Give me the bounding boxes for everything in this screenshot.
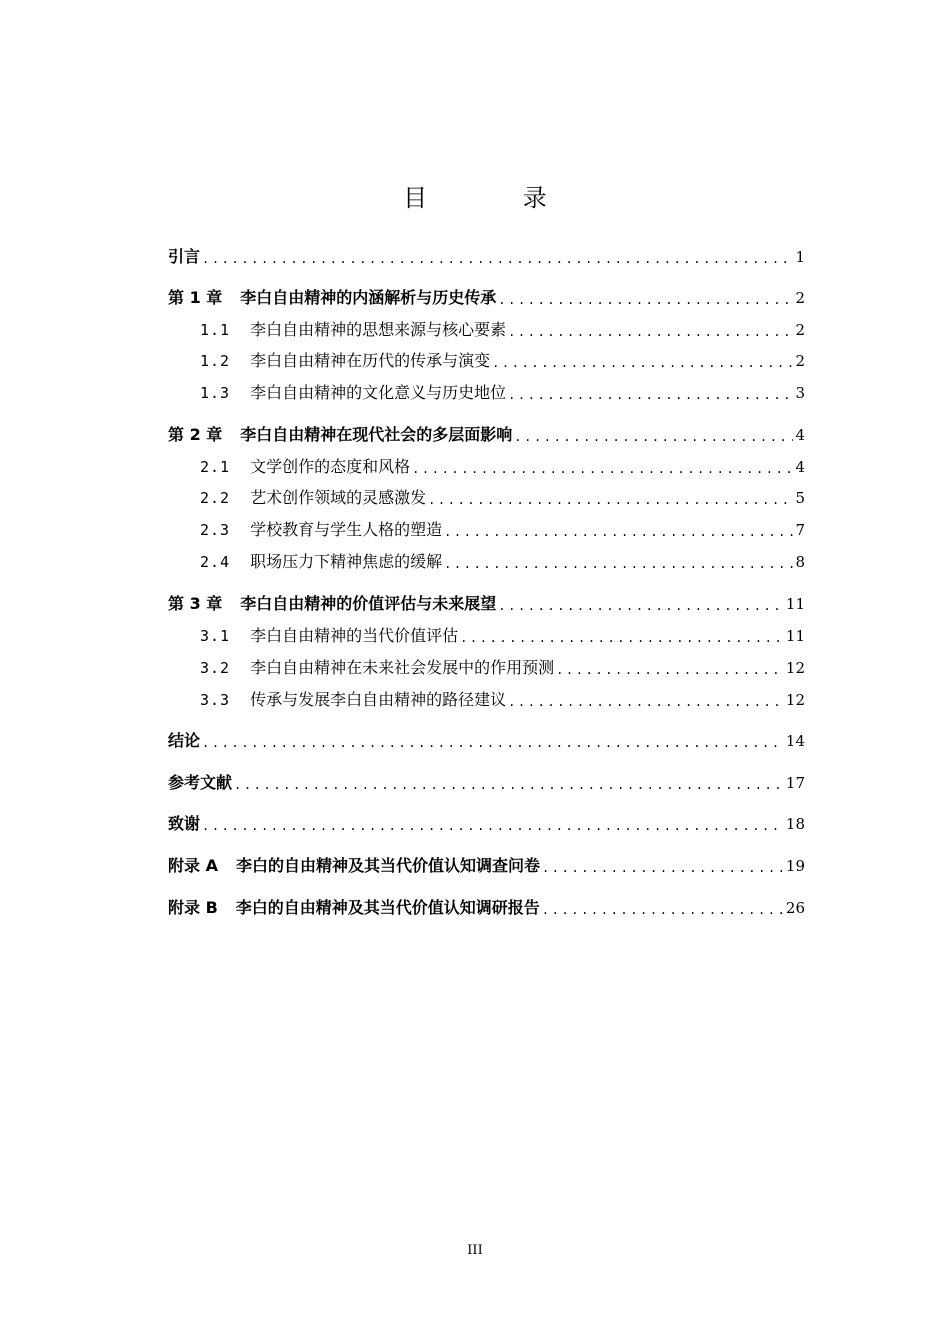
toc-subentry[interactable] xyxy=(200,654,805,682)
dot-leader xyxy=(508,383,793,407)
toc-entry-number: 1.3 xyxy=(200,384,231,402)
toc-subentry[interactable] xyxy=(200,548,805,576)
dot-leader xyxy=(460,626,784,650)
toc-entry-title: 职场压力下精神焦虑的缓解 xyxy=(250,552,443,571)
toc-entry-title: 李白的自由精神及其当代价值认知调研报告 xyxy=(235,898,540,917)
dot-leader xyxy=(508,320,793,344)
toc-page-number: 17 xyxy=(785,774,805,792)
toc-entry-number: 2.1 xyxy=(200,458,231,476)
toc-subentry[interactable] xyxy=(200,316,805,344)
toc-entry-number: 2.4 xyxy=(200,553,231,571)
toc-entry-number: 1.1 xyxy=(200,321,231,339)
toc-title: 目 录 xyxy=(403,184,591,212)
toc-entry-number: 3.3 xyxy=(200,691,231,709)
toc-entry[interactable] xyxy=(168,421,805,449)
toc-entry-title: 引言 xyxy=(168,247,201,266)
toc-entry-label xyxy=(200,316,506,344)
toc-subentry[interactable] xyxy=(200,686,805,714)
toc-entry-title: 致谢 xyxy=(168,814,201,833)
toc-entry-number: 附录 B xyxy=(168,898,218,917)
toc-entry[interactable] xyxy=(168,769,805,797)
toc-entry-title: 李白自由精神的思想来源与核心要素 xyxy=(250,320,507,339)
toc-page-number: 14 xyxy=(785,732,805,750)
dot-leader xyxy=(202,731,784,755)
toc-entry-number: 第 1 章 xyxy=(168,288,223,307)
toc-entry-label xyxy=(200,548,442,576)
toc-entry-title: 李白自由精神在现代社会的多层面影响 xyxy=(240,425,513,444)
toc-page-number: 2 xyxy=(795,289,805,307)
toc-page-number: 12 xyxy=(785,659,805,677)
toc-entry-number: 第 2 章 xyxy=(168,425,223,444)
toc-entry[interactable] xyxy=(168,243,805,271)
toc-entry-label xyxy=(200,379,506,407)
toc-entry-title: 李白自由精神的内涵解析与历史传承 xyxy=(240,288,497,307)
toc-entry-title: 李白自由精神的当代价值评估 xyxy=(250,626,459,645)
toc-entry-title: 传承与发展李白自由精神的路径建议 xyxy=(250,690,507,709)
toc-entry-title: 学校教育与学生人格的塑造 xyxy=(250,520,443,539)
toc-entry-number: 2.3 xyxy=(200,521,231,539)
toc-entry-number: 附录 A xyxy=(168,856,218,875)
page-number: III xyxy=(467,1243,483,1258)
toc-entry-label xyxy=(200,622,458,650)
toc-entry-label xyxy=(168,284,496,312)
toc-entry-number: 3.2 xyxy=(200,659,231,677)
toc-entry-number: 1.2 xyxy=(200,352,231,370)
toc-page-number: 11 xyxy=(785,627,805,645)
toc-subentry[interactable] xyxy=(200,622,805,650)
toc-subentry[interactable] xyxy=(200,347,805,375)
dot-leader xyxy=(498,288,793,312)
dot-leader xyxy=(444,520,793,544)
dot-leader xyxy=(542,898,784,922)
dot-leader xyxy=(202,814,784,838)
toc-page-number: 11 xyxy=(785,595,805,613)
toc-entry-label xyxy=(200,453,410,481)
toc-entry-label xyxy=(200,516,442,544)
toc-entry-label xyxy=(168,769,232,797)
toc-entry-number: 2.2 xyxy=(200,489,231,507)
toc-entry[interactable] xyxy=(168,852,805,880)
toc-entry-label xyxy=(168,421,512,449)
toc-entry[interactable] xyxy=(168,590,805,618)
toc-entry-label xyxy=(200,347,490,375)
toc-entry-label xyxy=(168,243,200,271)
toc-page-number: 2 xyxy=(795,352,805,370)
toc-entry-title: 李白自由精神的文化意义与历史地位 xyxy=(250,383,507,402)
toc-page-number: 12 xyxy=(785,691,805,709)
toc-entry[interactable] xyxy=(168,284,805,312)
toc-page-number: 7 xyxy=(795,521,805,539)
toc-entry-number: 3.1 xyxy=(200,627,231,645)
toc-page-number: 1 xyxy=(795,248,805,266)
toc-entry[interactable] xyxy=(168,810,805,838)
dot-leader xyxy=(556,658,784,682)
toc-page-number: 5 xyxy=(795,489,805,507)
toc-subentry[interactable] xyxy=(200,379,805,407)
toc-entry-title: 参考文献 xyxy=(168,773,233,792)
toc-entry-label xyxy=(168,590,496,618)
toc-entry-label xyxy=(168,810,200,838)
toc-entry-label xyxy=(200,484,426,512)
toc-page-number: 2 xyxy=(795,321,805,339)
toc-entry-title: 李白自由精神在历代的传承与演变 xyxy=(250,351,491,370)
toc-entry-title: 李白自由精神的价值评估与未来展望 xyxy=(240,594,497,613)
toc-page-number: 3 xyxy=(795,384,805,402)
toc-entry-title: 艺术创作领域的灵感激发 xyxy=(250,488,427,507)
toc-entry-title: 李白的自由精神及其当代价值认知调查问卷 xyxy=(235,856,540,875)
toc-entry[interactable] xyxy=(168,727,805,755)
toc-page-number: 8 xyxy=(795,553,805,571)
dot-leader xyxy=(412,457,793,481)
toc-page-number: 18 xyxy=(785,815,805,833)
toc-entry-number: 第 3 章 xyxy=(168,594,223,613)
dot-leader xyxy=(202,247,793,271)
toc-entry-label xyxy=(200,686,506,714)
toc-page-number: 26 xyxy=(785,899,805,917)
dot-leader xyxy=(542,856,784,880)
dot-leader xyxy=(234,773,784,797)
toc-entry-label xyxy=(200,654,554,682)
toc-entry[interactable] xyxy=(168,894,805,922)
toc-page-number: 19 xyxy=(785,857,805,875)
toc-page-number: 4 xyxy=(795,458,805,476)
toc-entry-title: 结论 xyxy=(168,731,201,750)
dot-leader xyxy=(498,594,784,618)
dot-leader xyxy=(444,552,793,576)
toc-subentry[interactable] xyxy=(200,453,805,481)
dot-leader xyxy=(514,425,793,449)
toc-entry-title: 文学创作的态度和风格 xyxy=(250,457,411,476)
toc-entry-label xyxy=(168,727,200,755)
toc-entry-title: 李白自由精神在未来社会发展中的作用预测 xyxy=(250,658,555,677)
dot-leader xyxy=(428,488,793,512)
toc-entry-label xyxy=(168,894,540,922)
toc-subentry[interactable] xyxy=(200,484,805,512)
toc-page-number: 4 xyxy=(795,426,805,444)
dot-leader xyxy=(508,690,784,714)
dot-leader xyxy=(492,351,793,375)
toc-entry-label xyxy=(168,852,540,880)
toc-subentry[interactable] xyxy=(200,516,805,544)
